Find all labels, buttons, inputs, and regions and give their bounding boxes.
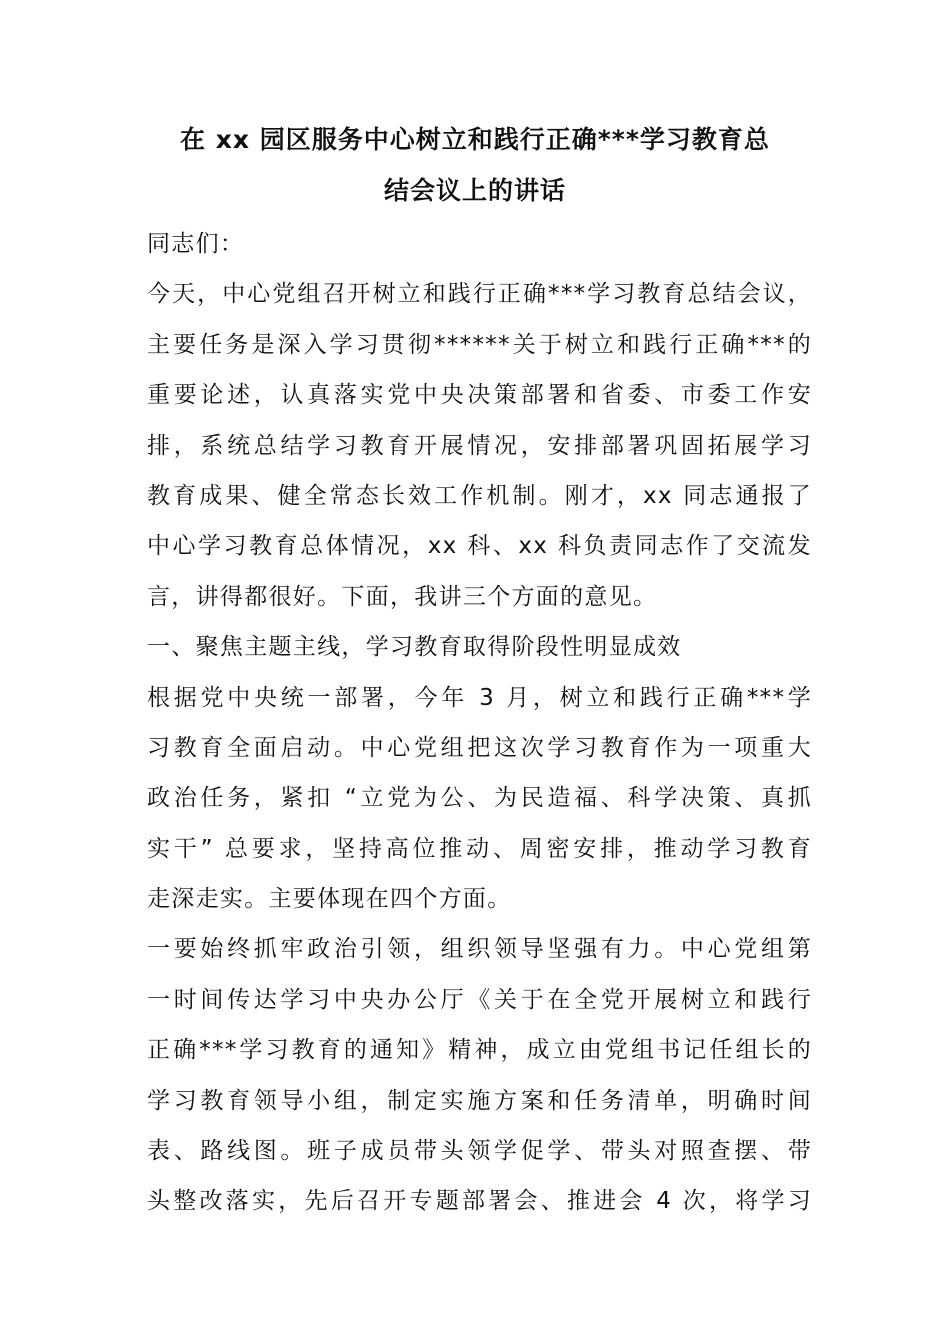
body-line: 同志们： [147,231,245,257]
body-line: 排，系统总结学习教育开展情况，安排部署巩固拓展学习 [147,432,812,459]
body-line: 实干” 总要求，坚持高位推动、周密安排，推动学习教育 [147,835,812,862]
body-line: 正确***学习教育的通知》精神，成立由党组书记任组长的 [147,1037,812,1064]
document-title-line-1: 在 xx 园区服务中心树立和践行正确***学习教育总 [180,125,770,154]
body-line: 政治任务，紧扣 “立党为公、为民造福、科学决策、真抓 [147,785,812,812]
body-line: 今天，中心党组召开树立和践行正确***学习教育总结会议， [147,281,812,308]
body-line: 习教育全面启动。中心党组把这次学习教育作为一项重大 [147,734,812,761]
body-line: 走深走实。主要体现在四个方面。 [147,886,512,913]
body-line: 表、路线图。班子成员带头领学促学、带头对照查摆、带 [147,1138,812,1165]
document-title-line-2: 结会议上的讲话 [383,176,566,205]
body-line: 中心学习教育总体情况，xx 科、xx 科负责同志作了交流发 [147,533,812,560]
body-line: 重要论述，认真落实党中央决策部署和省委、市委工作安 [147,382,812,409]
body-line: 根据党中央统一部署，今年 3 月，树立和践行正确***学 [147,684,812,711]
body-line: 一时间传达学习中央办公厅《关于在全党开展树立和践行 [147,986,812,1013]
body-line: 言，讲得都很好。下面，我讲三个方面的意见。 [147,583,658,610]
body-line: 一、聚焦主题主线，学习教育取得阶段性明显成效 [147,634,682,661]
body-line: 教育成果、健全常态长效工作机制。刚才，xx 同志通报了 [147,482,812,509]
document-body [147,228,812,1236]
body-line: 头整改落实，先后召开专题部署会、推进会 4 次，将学习 [147,1188,812,1215]
body-line: 一要始终抓牢政治引领，组织领导坚强有力。中心党组第 [147,936,812,963]
body-line: 主要任务是深入学习贯彻******关于树立和践行正确***的 [147,331,812,358]
body-line: 学习教育领导小组，制定实施方案和任务清单，明确时间 [147,1087,812,1114]
